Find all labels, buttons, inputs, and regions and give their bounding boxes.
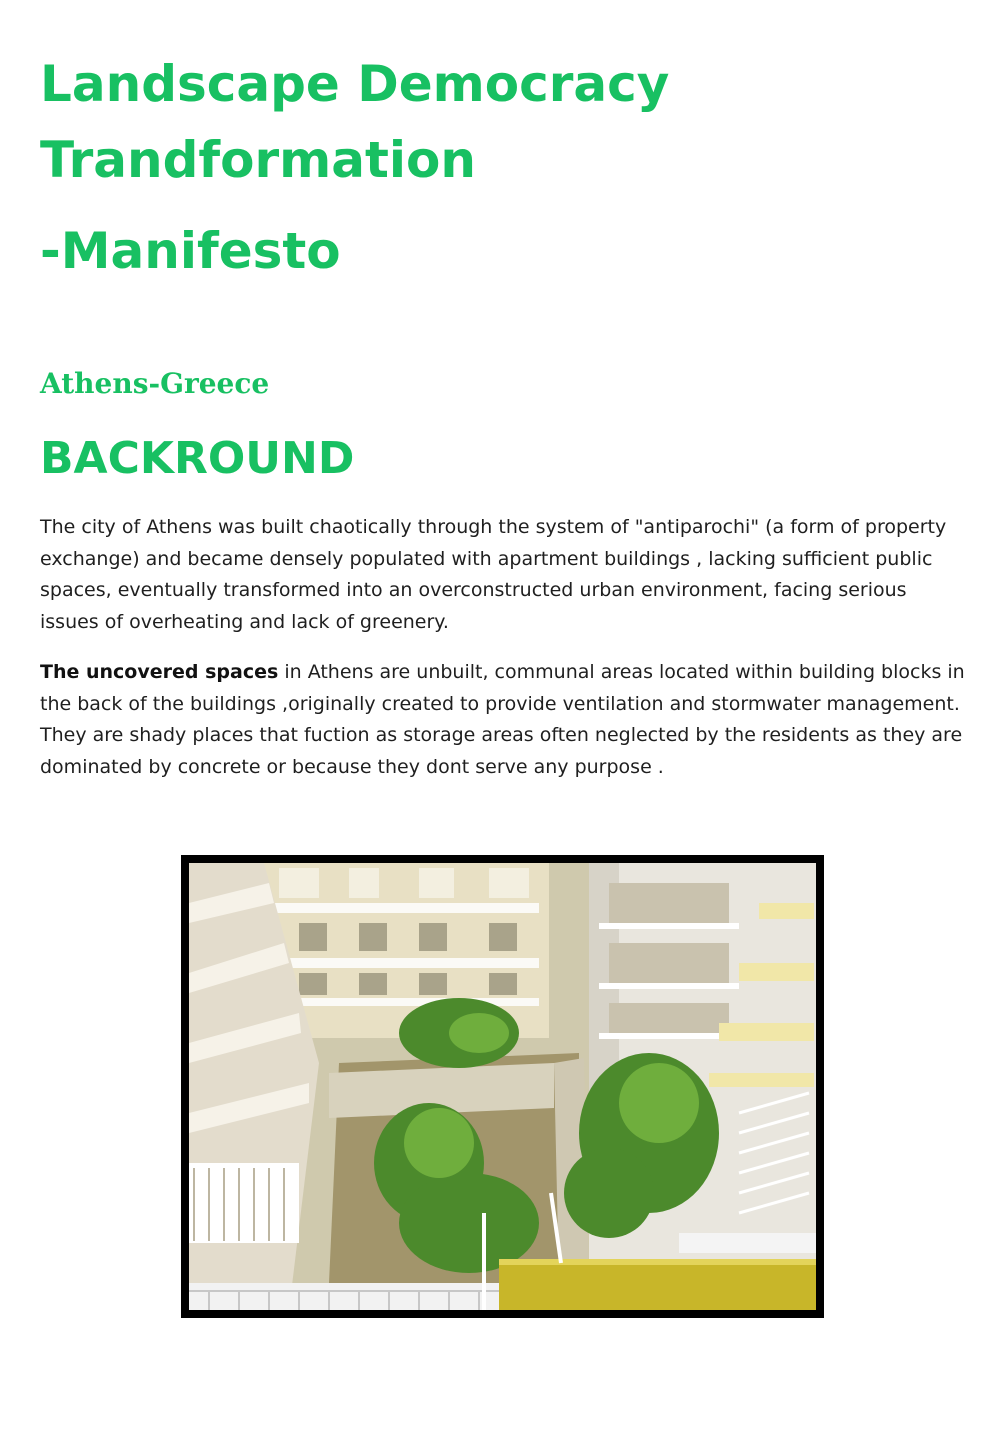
background-paragraph-2 <box>40 657 970 783</box>
courtyard-illustration <box>189 863 816 1310</box>
uncovered-spaces-term: The uncovered spaces <box>40 661 279 683</box>
courtyard-photo-frame <box>181 855 824 1318</box>
background-paragraph-1: The city of Athens was built chaotically through the system of "antiparochi" (a form of property exchange) and became densely populated with apartment buildings , lacking sufficient public spaces, eventually transformed into an overconstructed urban environment, facing serious issues of overheating and lack of greenery. <box>40 516 947 633</box>
document-title <box>40 46 669 198</box>
courtyard-photo <box>189 863 816 1310</box>
title-line-2: Trandformation <box>40 131 476 189</box>
title-line-1: Landscape Democracy <box>40 55 670 113</box>
document-subtitle: -Manifesto <box>40 222 341 280</box>
location-heading: Athens-Greece <box>40 367 270 400</box>
background-paragraph-2-text: in Athens are unbuilt, communal areas located within building blocks in the back of the buildings ,originally created to provide ventilation and stormwater management. They are shady places that fuction as storage areas often neglected by the residents as they are dominated by concrete or because they dont serve any purpose . <box>40 661 965 778</box>
background-heading: BACKROUND <box>40 433 355 484</box>
